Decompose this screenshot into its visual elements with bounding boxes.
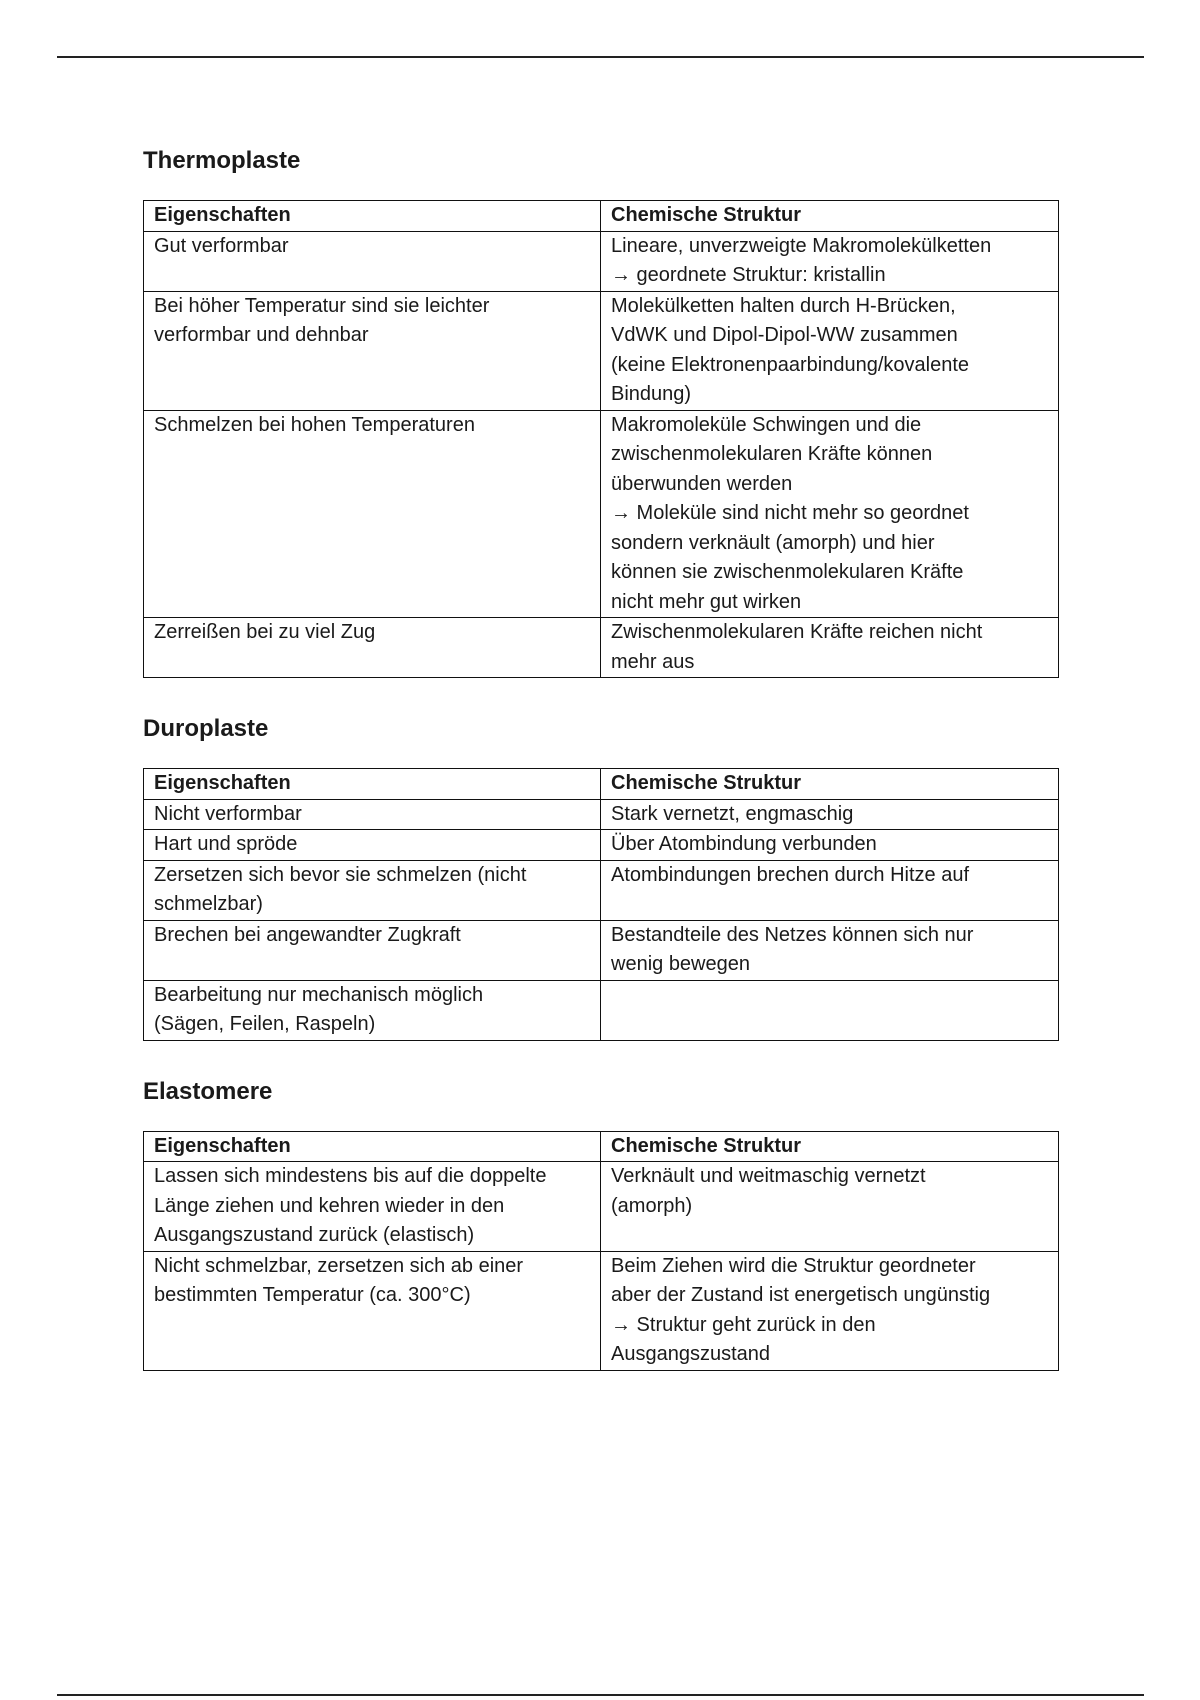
column-header-chemische-struktur: Chemische Struktur <box>601 769 1059 800</box>
column-header-eigenschaften: Eigenschaften <box>144 769 601 800</box>
structure-cell: Beim Ziehen wird die Struktur geordneter aber der Zustand ist energetisch ungünstig → Struktur geht zurück in den Ausgangszustand <box>601 1251 1059 1370</box>
structure-cell: Verknäult und weitmaschig vernetzt (amorph) <box>601 1162 1059 1252</box>
structure-cell <box>601 980 1059 1040</box>
property-cell: Nicht verformbar <box>144 799 601 830</box>
column-header-eigenschaften: Eigenschaften <box>144 1131 601 1162</box>
table-row <box>144 1251 1059 1370</box>
section-title-duroplaste: Duroplaste <box>143 715 269 742</box>
table-elastomere <box>143 1131 1059 1371</box>
structure-cell: Atombindungen brechen durch Hitze auf <box>601 860 1059 920</box>
structure-cell: Molekülketten halten durch H-Brücken, VdWK und Dipol-Dipol-WW zusammen (keine Elektronenpaarbindung/kovalente Bindung) <box>601 291 1059 410</box>
table-header-row <box>144 1131 1059 1162</box>
table-row <box>144 799 1059 830</box>
property-cell: Brechen bei angewandter Zugkraft <box>144 920 601 980</box>
column-header-chemische-struktur: Chemische Struktur <box>601 1131 1059 1162</box>
footer-rule <box>57 1694 1144 1696</box>
table-thermoplaste <box>143 200 1059 678</box>
property-cell: Lassen sich mindestens bis auf die doppelte Länge ziehen und kehren wieder in den Ausgangszustand zurück (elastisch) <box>144 1162 601 1252</box>
property-cell: Bearbeitung nur mechanisch möglich (Sägen, Feilen, Raspeln) <box>144 980 601 1040</box>
column-header-chemische-struktur: Chemische Struktur <box>601 201 1059 232</box>
structure-cell: Lineare, unverzweigte Makromolekülketten → geordnete Struktur: kristallin <box>601 231 1059 291</box>
table-header-row <box>144 769 1059 800</box>
property-cell: Bei höher Temperatur sind sie leichter verformbar und dehnbar <box>144 291 601 410</box>
property-cell: Zerreißen bei zu viel Zug <box>144 618 601 678</box>
property-cell: Schmelzen bei hohen Temperaturen <box>144 410 601 618</box>
property-cell: Hart und spröde <box>144 830 601 861</box>
column-header-eigenschaften: Eigenschaften <box>144 201 601 232</box>
table-row <box>144 980 1059 1040</box>
table-row <box>144 410 1059 618</box>
document-body <box>143 140 1058 1401</box>
structure-cell: Bestandteile des Netzes können sich nur wenig bewegen <box>601 920 1059 980</box>
structure-cell: Über Atombindung verbunden <box>601 830 1059 861</box>
header-rule <box>57 56 1144 58</box>
table-row <box>144 860 1059 920</box>
table-row <box>144 618 1059 678</box>
table-duroplaste <box>143 768 1059 1041</box>
section-title-elastomere: Elastomere <box>143 1077 273 1105</box>
table-row <box>144 830 1059 861</box>
structure-cell: Zwischenmolekularen Kräfte reichen nicht mehr aus <box>601 618 1059 678</box>
table-header-row <box>144 201 1059 232</box>
property-cell: Zersetzen sich bevor sie schmelzen (nicht schmelzbar) <box>144 860 601 920</box>
property-cell: Gut verformbar <box>144 231 601 291</box>
structure-cell: Stark vernetzt, engmaschig <box>601 799 1059 830</box>
table-row <box>144 1162 1059 1252</box>
table-row <box>144 291 1059 410</box>
table-row <box>144 920 1059 980</box>
property-cell: Nicht schmelzbar, zersetzen sich ab einer bestimmten Temperatur (ca. 300°C) <box>144 1251 601 1370</box>
structure-cell: Makromoleküle Schwingen und die zwischenmolekularen Kräfte können überwunden werden → Moleküle sind nicht mehr so geordnet sondern verknäult (amorph) und hier können sie zwischenmolekularen Kräfte nicht mehr gut wirken <box>601 410 1059 618</box>
section-title-thermoplaste: Thermoplaste <box>143 147 301 174</box>
table-row <box>144 231 1059 291</box>
